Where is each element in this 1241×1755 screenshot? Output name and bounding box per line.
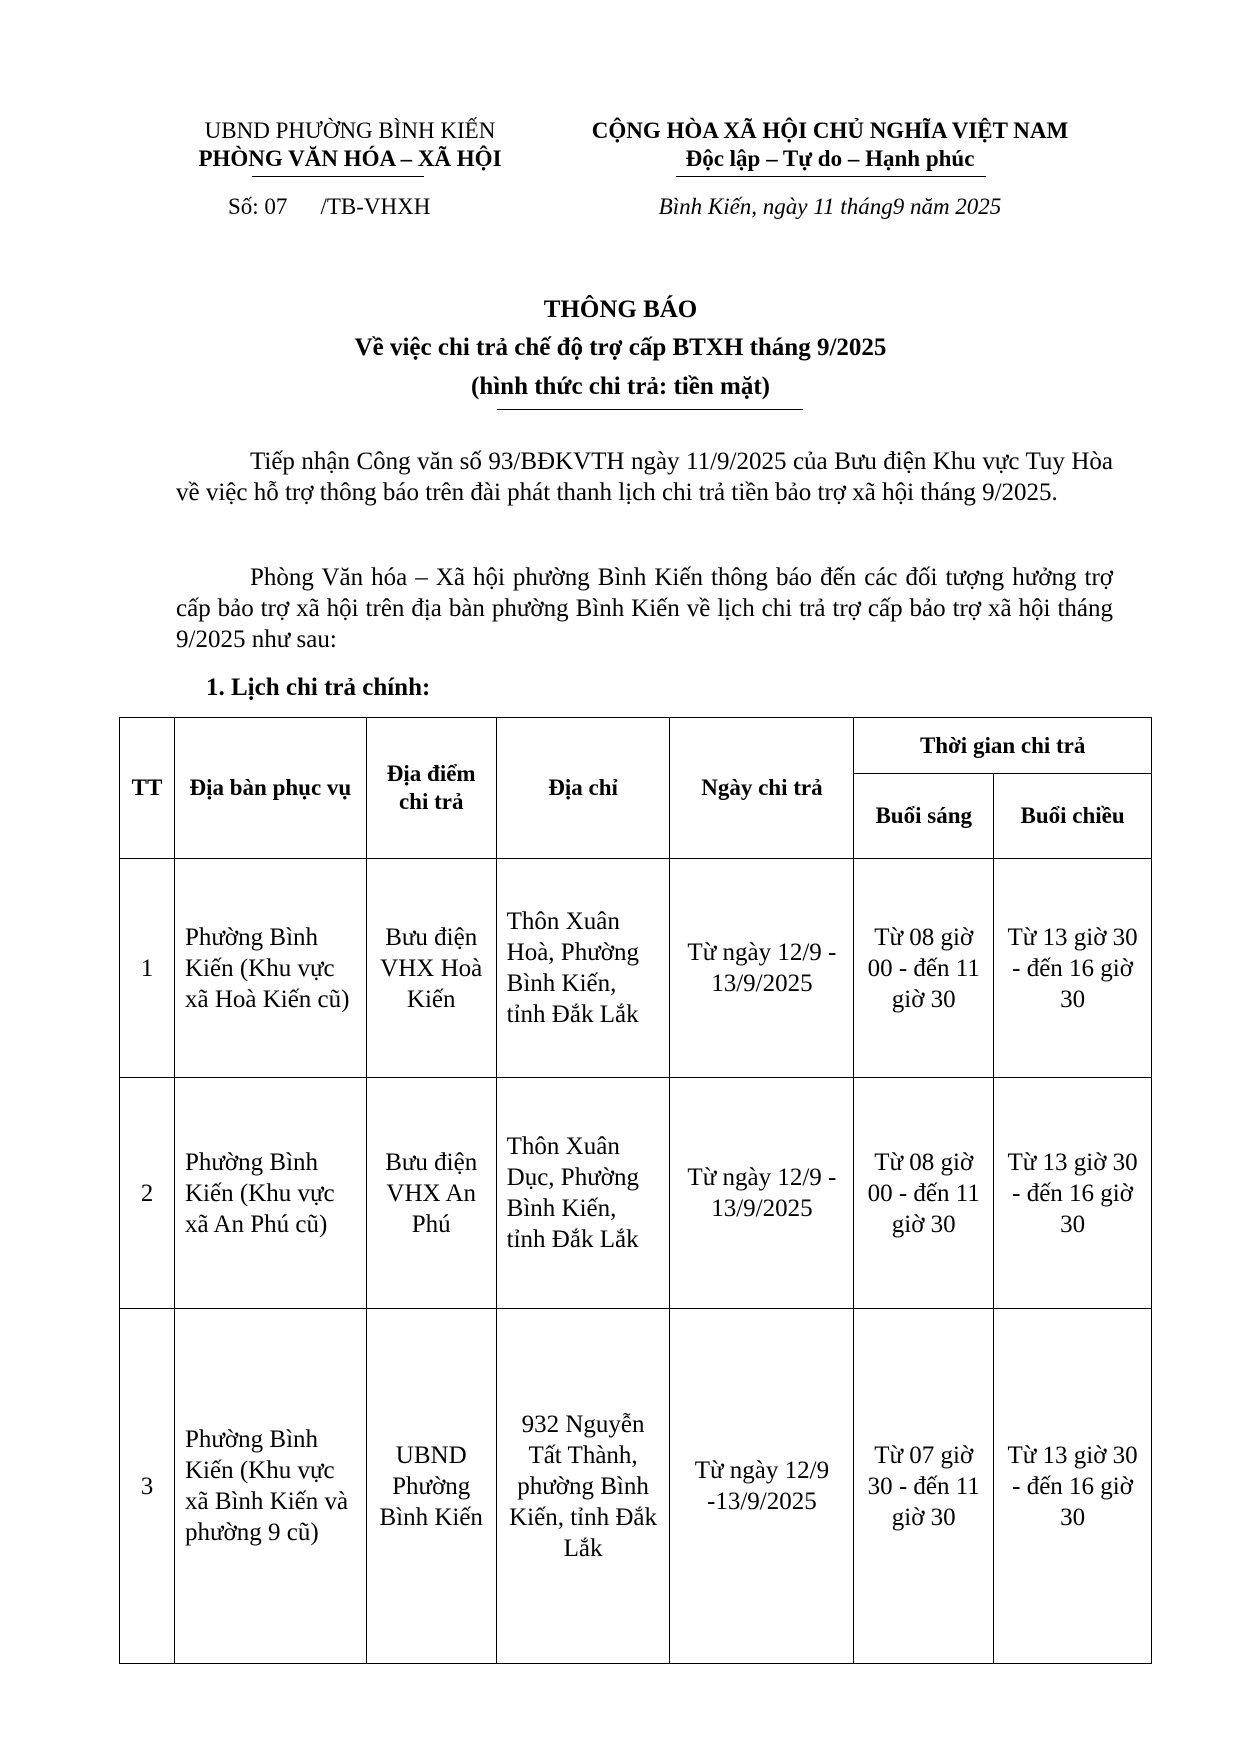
paragraph-intro: Tiếp nhận Công văn số 93/BĐKVTH ngày 11/9/2025 của Bưu điện Khu vực Tuy Hòa về việc hỗ trợ thông báo trên đài phát thanh lịch chi trả tiền bảo trợ xã hội tháng 9/2025. [176,448,1113,506]
cell-date: Từ ngày 12/9 - 13/9/2025 [670,859,854,1078]
cell-tt: 2 [120,1078,175,1309]
national-motto: Độc lập – Tự do – Hạnh phúc [685,146,975,171]
header-place: Địa điểm chi trả [366,718,496,859]
header-afternoon: Buổi chiều [994,774,1152,859]
doc-number-label: Số: 07 [228,194,288,219]
cell-area: Phường Bình Kiến (Khu vực xã An Phú cũ) [174,1078,366,1309]
schedule-table [119,717,1152,1664]
header-time-group: Thời gian chi trả [854,718,1152,774]
header-area: Địa bàn phục vụ [174,718,366,859]
cell-date: Từ ngày 12/9 - 13/9/2025 [670,1078,854,1309]
cell-afternoon: Từ 13 giờ 30 - đến 16 giờ 30 [994,1309,1152,1664]
place-date: Bình Kiến, ngày 11 tháng9 năm 2025 [658,194,1002,219]
cell-tt: 3 [120,1309,175,1664]
table-header-row [120,718,1152,774]
header-morning: Buổi sáng [854,774,994,859]
cell-place: UBND Phường Bình Kiến [366,1309,496,1664]
table-row [120,1309,1152,1664]
table-row [120,859,1152,1078]
doc-subject: Về việc chi trả chế độ trợ cấp BTXH tháng 9/2025 [354,334,887,361]
cell-afternoon: Từ 13 giờ 30 - đến 16 giờ 30 [994,859,1152,1078]
national-title: CỘNG HÒA XÃ HỘI CHỦ NGHĨA VIỆT NAM [591,118,1069,143]
cell-address: 932 Nguyễn Tất Thành, phường Bình Kiến, tỉnh Đắk Lắk [496,1309,670,1664]
header-date: Ngày chi trả [670,718,854,859]
doc-number-suffix: /TB-VHXH [320,194,431,219]
cell-address: Thôn Xuân Dục, Phường Bình Kiến, tỉnh Đắk Lắk [496,1078,670,1309]
table-row [120,1078,1152,1309]
cell-tt: 1 [120,859,175,1078]
header-tt: TT [120,718,175,859]
org-name: UBND PHƯỜNG BÌNH KIẾN [204,118,496,143]
cell-afternoon: Từ 13 giờ 30 - đến 16 giờ 30 [994,1078,1152,1309]
doc-number [228,194,488,220]
cell-date: Từ ngày 12/9 -13/9/2025 [670,1309,854,1664]
cell-area: Phường Bình Kiến (Khu vực xã Bình Kiến và phường 9 cũ) [174,1309,366,1664]
title-underline [497,409,803,410]
payment-method: (hình thức chi trả: tiền mặt) [471,373,770,400]
cell-place: Bưu điện VHX An Phú [366,1078,496,1309]
cell-place: Bưu điện VHX Hoà Kiến [366,859,496,1078]
header-address: Địa chỉ [496,718,670,859]
section-heading: 1. Lịch chi trả chính: [206,674,431,701]
cell-address: Thôn Xuân Hoà, Phường Bình Kiến, tỉnh Đắk Lắk [496,859,670,1078]
paragraph-notice: Phòng Văn hóa – Xã hội phường Bình Kiến thông báo đến các đối tượng hưởng trợ cấp bảo trợ xã hội trên địa bàn phường Bình Kiến về lịch chi trả trợ cấp bảo trợ xã hội tháng 9/2025 như sau: [176,564,1113,653]
doc-title: THÔNG BÁO [543,296,698,323]
cell-morning: Từ 08 giờ 00 - đến 11 giờ 30 [854,1078,994,1309]
dept-underline [252,176,424,177]
motto-underline [676,176,986,177]
cell-morning: Từ 07 giờ 30 - đến 11 giờ 30 [854,1309,994,1664]
dept-name: PHÒNG VĂN HÓA – XÃ HỘI [198,146,502,171]
cell-area: Phường Bình Kiến (Khu vực xã Hoà Kiến cũ) [174,859,366,1078]
cell-morning: Từ 08 giờ 00 - đến 11 giờ 30 [854,859,994,1078]
